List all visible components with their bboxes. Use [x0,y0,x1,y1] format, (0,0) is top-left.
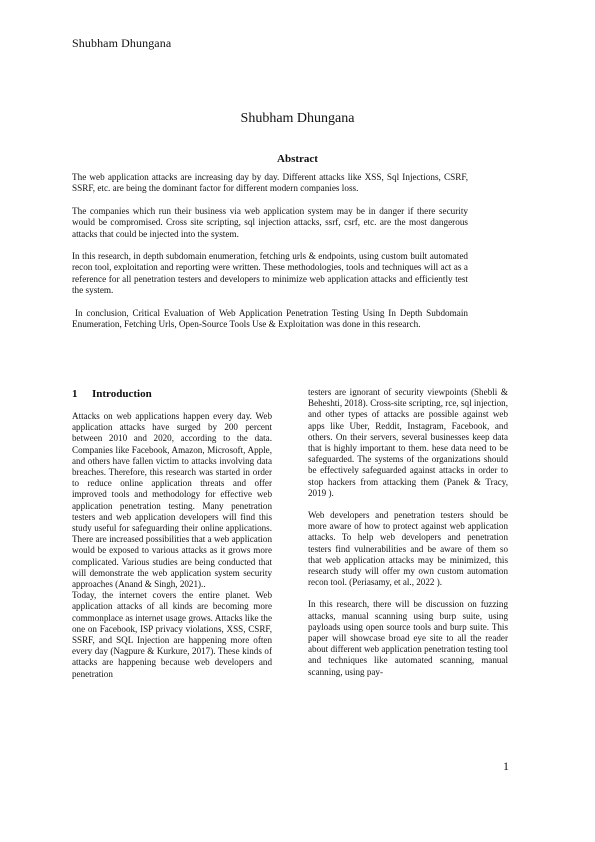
body-paragraph: Web developers and penetration testers should be more aware of how to protect against web application attacks. To help web developers and penetration testers find vulnerabilities and be aware of them so that web application attacks may be minimized, this research study will offer my own custom automation recon tool. (Periasamy, et al., 2022 ). [308,510,508,588]
abstract-paragraph: In conclusion, Critical Evaluation of Web Application Penetration Testing Using In Depth Subdomain Enumeration, Fetching Urls, Open-Source Tools Use & Exploitation was done in this research. [72,307,468,330]
abstract-paragraph: The web application attacks are increasing day by day. Different attacks like XSS, Sql Injections, CSRF, SSRF, etc. are being the dominant factor for different modern companies loss. [72,172,468,194]
paper-title: Shubham Dhungana [240,111,355,126]
body-paragraph: Today, the internet covers the entire planet. Web application attacks of all kinds are becoming more commonplace as internet usage grows. Attacks like the one on Facebook, ISP privacy violations, XSS, CSRF, SSRF, and SQL Injection are happening more often every day (Nagpure & Kurkure, 2017). These kinds of attacks are happening because web developers and penetration [72,590,272,679]
body-paragraph: In this research, there will be discussion on fuzzing attacks, manual scanning using burp suite, using payloads using open source tools and burp suite. This paper will showcase broad eye site to all the reader about different web application penetration testing tool and techniques like automated scanning, manual scanning, using pay- [308,599,508,677]
body-paragraph: testers are ignorant of security viewpoints (Shebli & Beheshti, 2018). Cross-site scripting, rce, sql injection, and other types of attacks are possible against web apps like Uber, Reddit, Instagram, Facebook, and others. On their servers, several businesses keep data that is highly important to them. hese data need to be safeguarded. The systems of the organizations should be effectively safeguarded against attacks in order to stop hackers from attacking them (Panek & Tracy, 2019 ). [308,387,508,498]
abstract-heading: Abstract [277,153,318,165]
running-head: Shubham Dhungana [72,36,172,50]
section-heading [72,388,272,401]
left-column [72,388,272,680]
abstract-body [72,172,468,341]
abstract-paragraph: In this research, in depth subdomain enumeration, fetching urls & endpoints, using custom built automated recon tool, exploitation and reporting were written. These methodologies, tools and techniques will act as a reference for all penetration testers and developers to minimize web application attacks and efficiently test the system. [72,251,468,296]
abstract-paragraph: The companies which run their business via web application system may be in danger if there security would be compromised. Cross site scripting, sql injection attacks, ssrf, csrf, etc. are the most dangerous attacks that could be injected into the system. [72,205,468,239]
page-number: 1 [503,759,509,773]
right-column [308,387,508,678]
body-paragraph: Attacks on web applications happen every day. Web application attacks have surged by 200 percent between 2010 and 2020, according to the data. Companies like Facebook, Amazon, Microsoft, Apple, and others have fallen victim to attacks involving data breaches. Therefore, this research was started in order to reduce online application threats and offer improved tools and methodology for effective web application penetration testing. Many penetration testers and web application developers will find this study useful for safeguarding their online applications. There are increased possibilities that a web application would be exposed to various attacks as it grows more complicated. Various studies are being conducted that will demonstrate the web application system security approaches (Anand & Singh, 2021).. [72,411,272,590]
section-number: 1 [72,388,78,400]
section-title: Introduction [92,388,152,400]
